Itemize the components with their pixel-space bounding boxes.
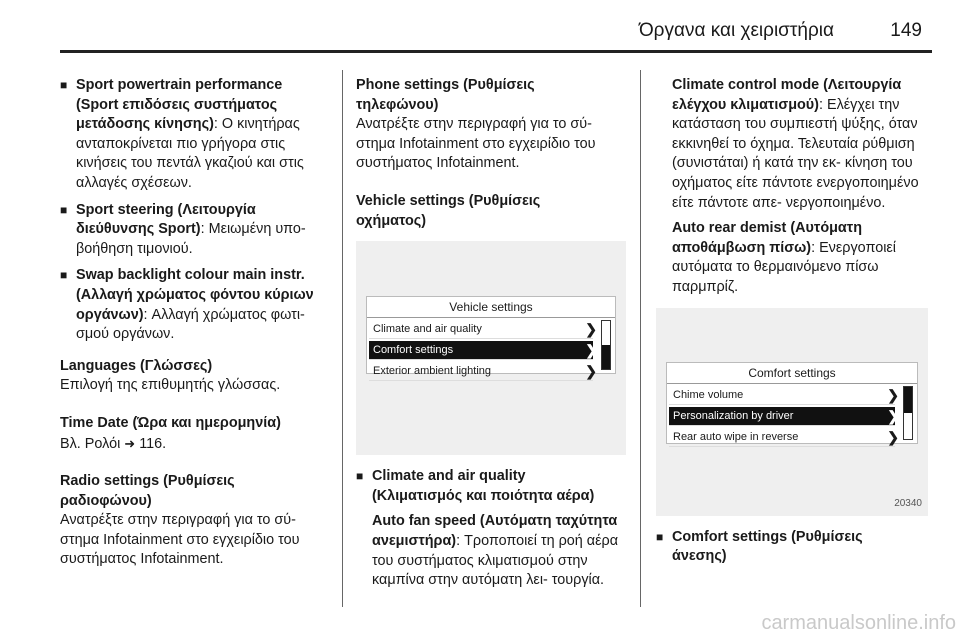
bullet-body: Ο κινητήρας ανταποκρίνεται πιο γρήγορα στις κινήσεις του πεντάλ γκαζιού και στις αλλαγές σχέσεων. bbox=[76, 116, 304, 191]
separator: : bbox=[143, 306, 152, 323]
section-heading: Time Date (Ώρα και ημερομηνία) bbox=[60, 414, 281, 431]
subsection-body: Τροποποιεί τη ροή αέρα του συστήματος κλιματισμού στην καμπίνα στην αυτόματη λει- τουργία. bbox=[372, 532, 619, 589]
section-radio bbox=[60, 472, 328, 570]
menu-item-rear-auto-wipe[interactable] bbox=[669, 428, 899, 447]
column-2 bbox=[356, 76, 626, 598]
bullet-square-icon: ■ bbox=[356, 469, 364, 484]
bullet-title: (Αλλαγή χρώματος φόντου κύριων bbox=[76, 286, 314, 303]
scrollbar[interactable] bbox=[903, 386, 913, 440]
chevron-right-icon: ❯ bbox=[585, 342, 597, 359]
bullet-body: Μειωμένη υπο- βοήθηση τιμονιού. bbox=[76, 221, 306, 257]
bullet-title: (Κλιματισμός και ποιότητα αέρα) bbox=[372, 487, 595, 504]
page-reference-link[interactable]: 116. bbox=[135, 435, 167, 452]
subsection-rear-demist bbox=[656, 219, 928, 297]
chevron-right-icon: ❯ bbox=[887, 407, 899, 424]
subsection-title: Auto rear demist (Αυτόματη αποθάμβωση πίσω) bbox=[672, 220, 862, 256]
subsection-title: Climate control mode (Λειτουργία ελέγχου κλιματισμού) bbox=[672, 77, 902, 113]
menu-item-personalization[interactable] bbox=[669, 407, 899, 426]
section-languages bbox=[60, 357, 328, 396]
watermark: carmanualsonline.info bbox=[761, 612, 956, 634]
subsection-auto-fan bbox=[372, 512, 626, 590]
comfort-settings-panel bbox=[666, 362, 918, 444]
chevron-right-icon: ❯ bbox=[887, 428, 899, 445]
page-header-title: Όργανα και χειριστήρια bbox=[638, 20, 834, 41]
menu-item-comfort[interactable] bbox=[369, 341, 597, 360]
comfort-settings-screenshot bbox=[656, 308, 928, 516]
page-number: 149 bbox=[890, 20, 922, 41]
bullet-title: Climate and air quality bbox=[372, 468, 526, 485]
section-heading: ραδιοφώνου) bbox=[60, 492, 152, 509]
menu-item-climate[interactable] bbox=[369, 320, 597, 339]
section-heading: Phone settings (Ρυθμίσεις bbox=[356, 77, 535, 93]
section-body: Επιλογή της επιθυμητής γλώσσας. bbox=[60, 377, 281, 394]
bullet-climate-air-quality bbox=[356, 467, 626, 591]
header-rule bbox=[60, 50, 932, 53]
scrollbar-thumb[interactable] bbox=[602, 345, 610, 369]
body-text: Βλ. Ρολόι bbox=[60, 435, 125, 452]
column-divider-1 bbox=[342, 70, 343, 607]
bullet-title: μετάδοσης κίνησης) bbox=[76, 116, 214, 133]
bullet-square-icon: ■ bbox=[60, 78, 68, 92]
bullet-title: Sport powertrain performance bbox=[76, 77, 283, 93]
bullet-title: Sport steering (Λειτουργία bbox=[76, 201, 256, 218]
bullet-swap-backlight bbox=[60, 266, 328, 344]
bullet-title: Comfort settings (Ρυθμίσεις bbox=[672, 528, 863, 545]
section-body: Ανατρέξτε στην περιγραφή για το σύ- στημα Infotainment στο εγχειρίδιο του συστήματος Infotainment. bbox=[356, 116, 596, 172]
separator: : bbox=[213, 116, 222, 133]
bullet-title: (Sport επιδόσεις συστήματος bbox=[76, 96, 278, 113]
menu-item-label: Climate and air quality bbox=[373, 323, 482, 336]
section-heading: Vehicle settings (Ρυθμίσεις bbox=[356, 192, 541, 209]
bullet-title: άνεσης) bbox=[672, 548, 727, 565]
bullet-sport-powertrain bbox=[60, 76, 328, 194]
bullet-square-icon: ■ bbox=[656, 529, 664, 544]
bullet-square-icon: ■ bbox=[60, 202, 68, 217]
chevron-right-icon: ❯ bbox=[585, 363, 597, 380]
scrollbar-thumb[interactable] bbox=[904, 387, 912, 413]
column-3 bbox=[656, 76, 928, 574]
bullet-square-icon: ■ bbox=[60, 268, 68, 283]
separator: : bbox=[811, 239, 820, 256]
bullet-title: διεύθυνσης Sport) bbox=[76, 221, 201, 238]
subsection-body: Ελέγχει την κατάσταση του συμπιεστή ψύξης, όταν εκκινηθεί το όχημα. Τελευταία ρύθμιση (συνιστάται) ή κατά την εκ- κίνηση του οχήματος είτε πάντοτε ενεργοποιημένο είτε πάντοτε απε- νεργοποιημένο. bbox=[672, 96, 919, 211]
menu-item-label: Chime volume bbox=[673, 388, 744, 401]
bullet-title: Swap backlight colour main instr. bbox=[76, 267, 305, 284]
column-1 bbox=[60, 76, 328, 570]
section-vehicle bbox=[356, 192, 626, 231]
subsection-title: Auto fan speed (Αυτόματη ταχύτητα ανεμιστήρα) bbox=[372, 513, 618, 549]
panel-title: Comfort settings bbox=[667, 363, 917, 384]
figure-code: 20340 bbox=[894, 497, 922, 509]
subsection-body: Ενεργοποιεί αυτόματα το θερμαινόμενο πίσω παρμπρίζ. bbox=[672, 239, 897, 295]
menu-item-label: Personalization by driver bbox=[673, 409, 794, 422]
chevron-right-icon: ❯ bbox=[887, 386, 899, 403]
section-phone bbox=[356, 76, 626, 174]
scrollbar[interactable] bbox=[601, 320, 611, 370]
subsection-climate-mode bbox=[656, 76, 928, 213]
separator: : bbox=[818, 96, 827, 113]
separator: : bbox=[200, 221, 209, 238]
menu-item-chime-volume[interactable] bbox=[669, 386, 899, 405]
vehicle-settings-screenshot bbox=[356, 241, 626, 455]
section-heading: Languages (Γλώσσες) bbox=[60, 357, 213, 374]
section-heading: Radio settings (Ρυθμίσεις bbox=[60, 473, 235, 490]
section-body bbox=[60, 434, 328, 455]
section-time-date bbox=[60, 414, 328, 454]
menu-item-exterior-lighting[interactable] bbox=[369, 362, 597, 381]
menu-item-label: Rear auto wipe in reverse bbox=[673, 430, 799, 443]
bullet-title: οργάνων) bbox=[76, 306, 144, 323]
vehicle-settings-panel bbox=[366, 296, 616, 380]
bullet-body: Αλλαγή χρώματος φωτι- σμού οργάνων. bbox=[76, 306, 305, 343]
bullet-comfort-settings bbox=[656, 528, 928, 567]
column-divider-2 bbox=[640, 70, 641, 607]
menu-item-label: Exterior ambient lighting bbox=[373, 365, 492, 378]
section-heading: τηλεφώνου) bbox=[356, 96, 439, 113]
section-heading: οχήματος) bbox=[356, 212, 427, 229]
chevron-right-icon: ❯ bbox=[585, 321, 597, 338]
menu-item-label: Comfort settings bbox=[373, 344, 454, 357]
separator: : bbox=[456, 532, 465, 549]
arrow-reference-icon: ➜ bbox=[124, 435, 136, 451]
section-body: Ανατρέξτε στην περιγραφή για το σύ- στημα Infotainment στο εγχειρίδιο του συστήματος Infotainment. bbox=[60, 512, 300, 568]
bullet-sport-steering bbox=[60, 201, 328, 260]
panel-title: Vehicle settings bbox=[367, 297, 615, 318]
